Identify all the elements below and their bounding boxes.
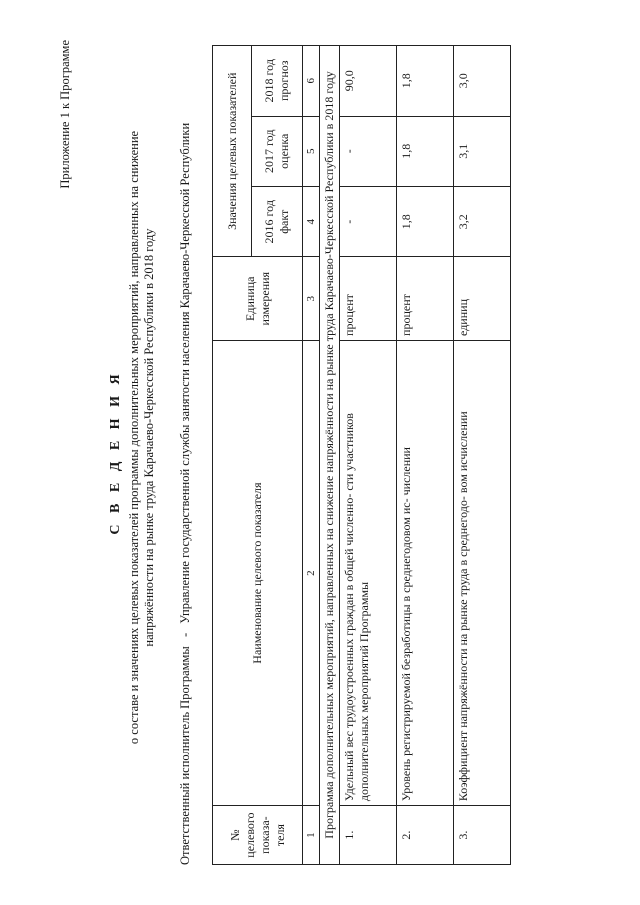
header-unit: Единица измерения xyxy=(213,257,303,340)
section-row xyxy=(320,46,340,865)
row-unit: процент xyxy=(397,257,454,340)
column-number: 2 xyxy=(303,340,320,805)
row-value-2018: 90,0 xyxy=(340,46,397,117)
row-value-2017: - xyxy=(340,116,397,186)
column-number: 5 xyxy=(303,116,320,186)
header-2017: 2017 год оценка xyxy=(252,116,303,186)
row-value-2018: 1,8 xyxy=(397,46,454,117)
subheading-line-1: о составе и значениях целевых показателей программы дополнительных мероприятий, направленных на снижение xyxy=(127,130,141,745)
column-number: 1 xyxy=(303,806,320,865)
row-value-2018: 3,0 xyxy=(454,46,511,117)
header-values-group: Значения целевых показателей xyxy=(213,46,252,257)
appendix-note: Приложение 1 к Программе xyxy=(58,40,72,189)
row-number: 3. xyxy=(454,806,511,865)
row-unit: единиц xyxy=(454,257,511,340)
executor-dash: - xyxy=(178,632,192,638)
row-value-2016: 1,8 xyxy=(397,187,454,257)
column-number-row xyxy=(303,46,320,865)
row-indicator-name: Коэффициент напряжённости на рынке труда в среднегодо- вом исчислении xyxy=(454,340,511,805)
row-indicator-name: Удельный вес трудоустроенных граждан в общей численно- сти участников дополнительных мероприятий Программы xyxy=(340,340,397,805)
row-number: 2. xyxy=(397,806,454,865)
row-value-2016: 3,2 xyxy=(454,187,511,257)
subheading-line-2: напряжённости на рынке труда Карачаево-Черкесской Республики в 2018 году xyxy=(142,228,156,647)
header-2018: 2018 год прогноз xyxy=(252,46,303,117)
row-value-2016: - xyxy=(340,187,397,257)
section-title: Программа дополнительных мероприятий, направленных на снижение напряжённости на рынке труда Карачаево-Черкесской Республики в 2018 году xyxy=(320,46,340,865)
header-indicator-name: Наименование целевого показателя xyxy=(213,340,303,805)
column-number: 4 xyxy=(303,187,320,257)
row-number: 1. xyxy=(340,806,397,865)
table-row xyxy=(454,46,511,865)
header-2016: 2016 год факт xyxy=(252,187,303,257)
executor-label: Ответственный исполнитель Программы xyxy=(178,646,192,865)
row-value-2017: 1,8 xyxy=(397,116,454,186)
document-subheading xyxy=(127,60,157,815)
column-number: 6 xyxy=(303,46,320,117)
table-row xyxy=(340,46,397,865)
row-indicator-name: Уровень регистрируемой безработицы в среднегодовом ис- числении xyxy=(397,340,454,805)
row-value-2017: 3,1 xyxy=(454,116,511,186)
executor-value: Управление государственной службы занятости населения Карачаево-Черкесской Республики xyxy=(178,122,192,624)
indicators-table xyxy=(212,45,511,865)
table-row xyxy=(397,46,454,865)
header-number: № целевого показа- теля xyxy=(213,806,303,865)
document-heading: С В Е Д Е Н И Я xyxy=(108,370,123,535)
row-unit: процент xyxy=(340,257,397,340)
table-header-row xyxy=(213,46,252,865)
column-number: 3 xyxy=(303,257,320,340)
responsible-executor xyxy=(178,55,193,865)
